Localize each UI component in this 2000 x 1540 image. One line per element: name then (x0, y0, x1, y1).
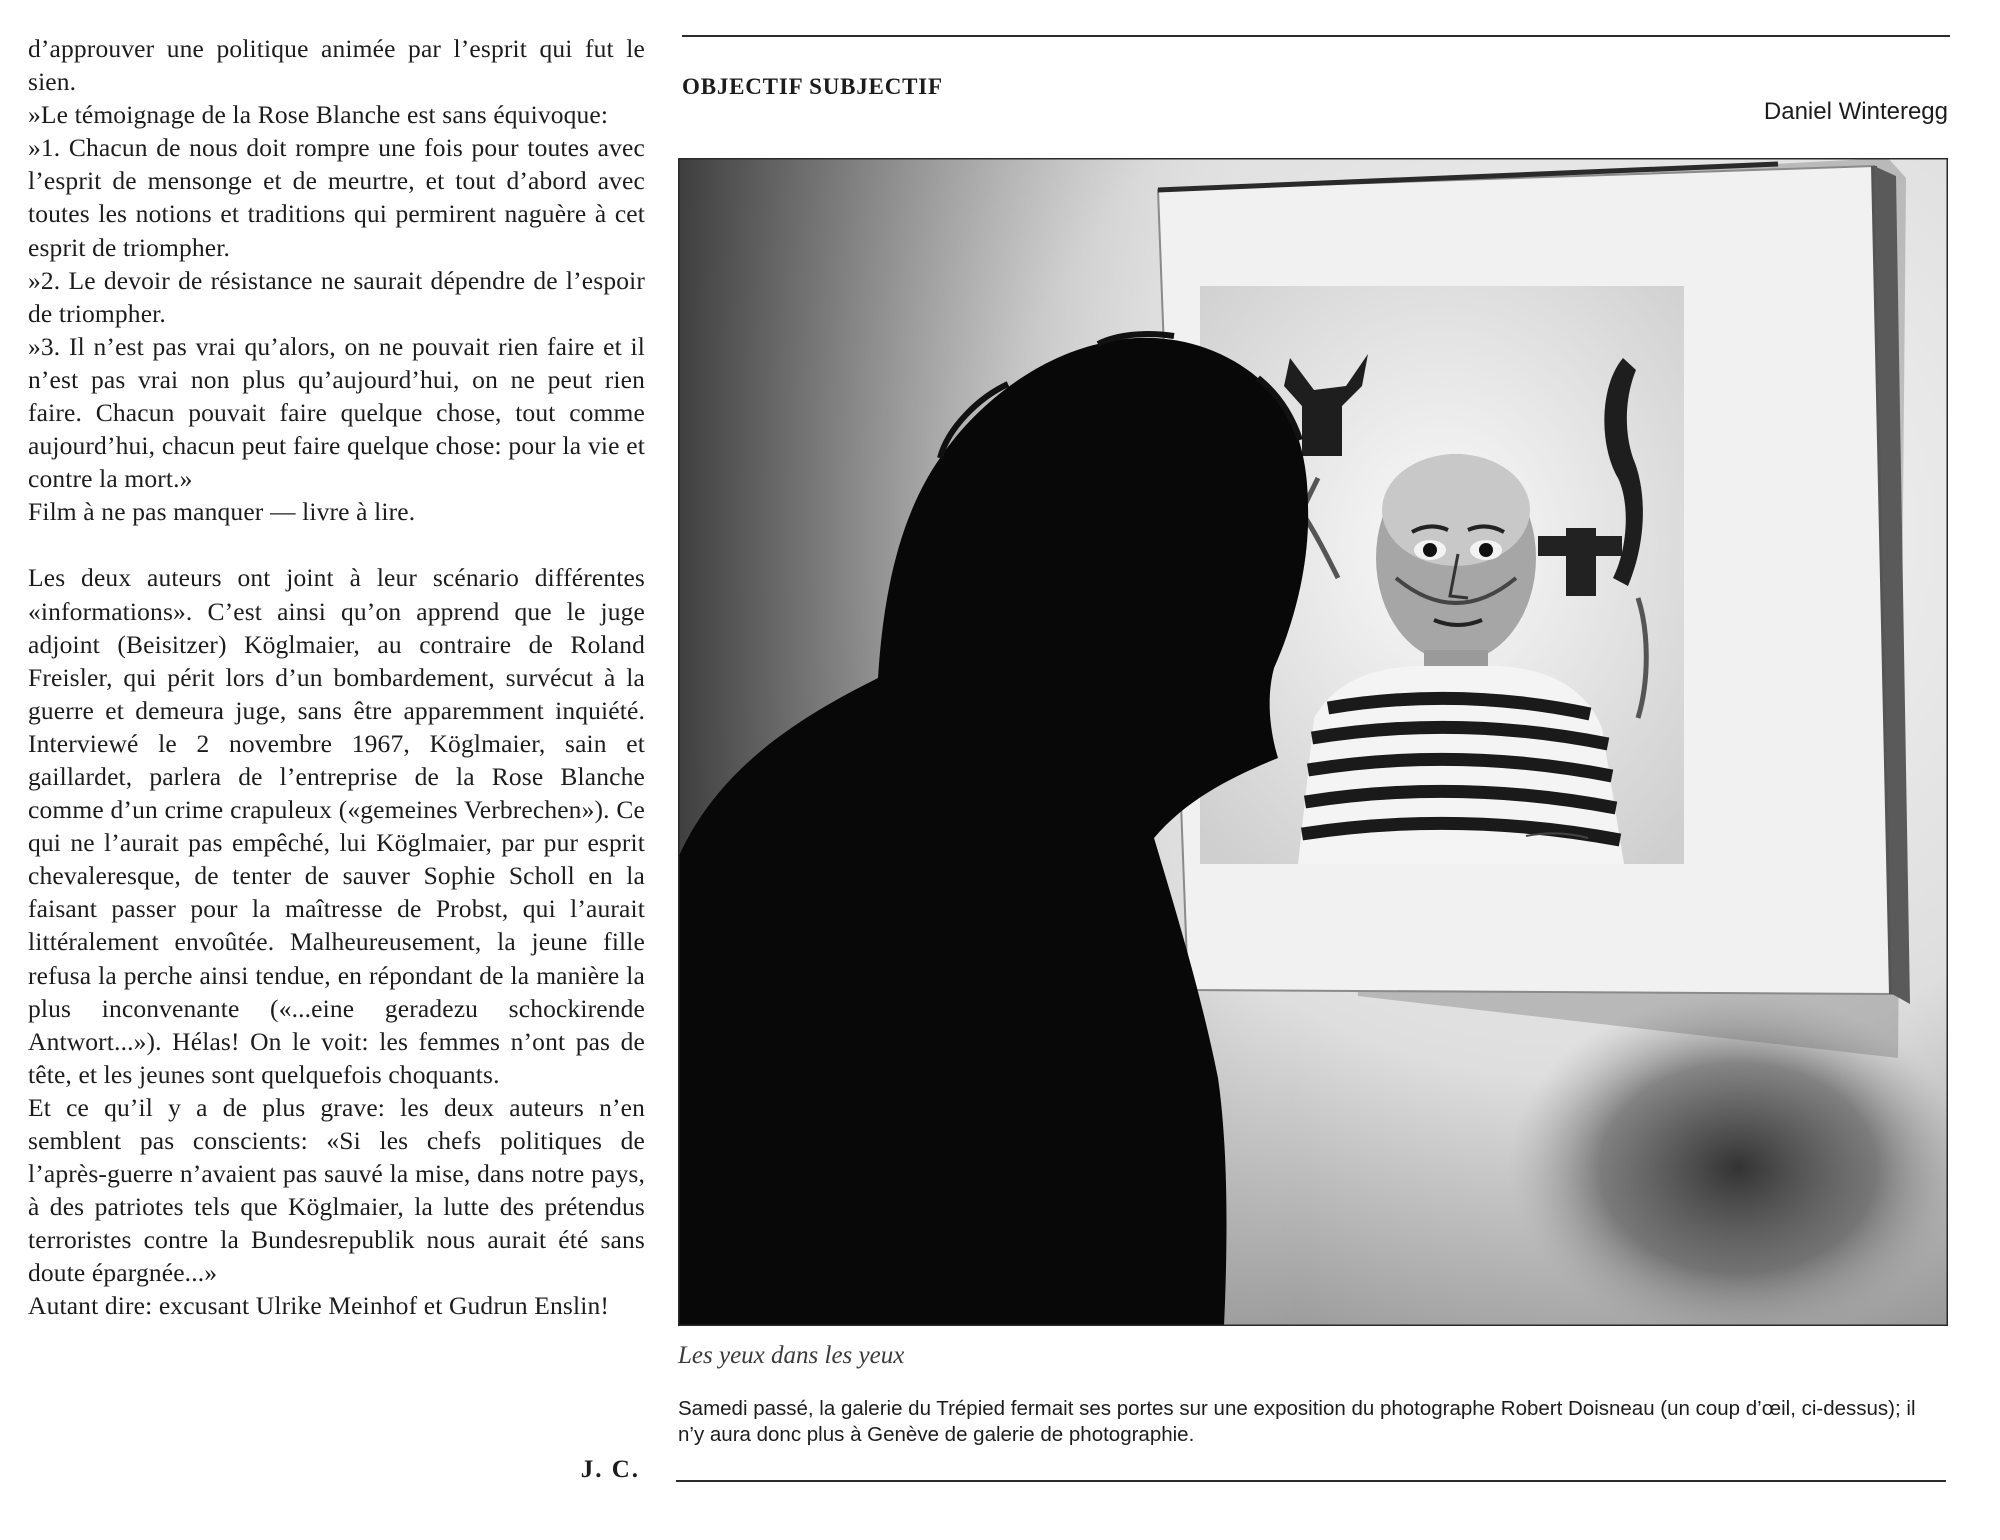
paragraph: »3. Il n’est pas vrai qu’alors, on ne pouvait rien faire et il n’est pas vrai non plus qu’aujourd’hui, on ne peut rien faire. Chacun pouvait faire quelque chose, tout comme aujourd’hui, chacun peut faire quelque chose: pour la vie et contre la mort.» (28, 331, 645, 494)
paragraph: »Le témoignage de la Rose Blanche est sans équivoque: (28, 100, 609, 130)
bottom-divider (676, 1480, 1946, 1482)
photo-caption-text: Samedi passé, la galerie du Trépied fermait ses portes sur une exposition du photographe Robert Doisneau (un coup d’œil, ci-dessus); il n’y aura donc plus à Genève de galerie de photographie. (678, 1397, 1916, 1446)
photo-illustration (678, 158, 1948, 1326)
section-title: OBJECTIF SUBJECTIF (682, 74, 943, 99)
article-photo (678, 158, 1948, 1326)
paragraph: »2. Le devoir de résistance ne saurait dépendre de l’espoir de triompher. (28, 265, 645, 328)
paragraph: »1. Chacun de nous doit rompre une fois pour toutes avec l’esprit de mensonge et de meurtre, et tout d’abord avec toutes les notions et traditions qui permirent naguère à cet esprit de triompher. (28, 133, 645, 262)
photographer-credit: Daniel Winteregg (1763, 98, 1948, 125)
paragraph: Film à ne pas manquer — livre à lire. (28, 497, 416, 527)
author-signature: J. C. (580, 1456, 640, 1483)
photo-caption-title: Les yeux dans les yeux (678, 1342, 905, 1369)
paragraph: Les deux auteurs ont joint à leur scénario différentes «informations». C’est ainsi qu’on apprend que le juge adjoint (Beisitzer) Köglmaier, au contraire de Roland Freisler, qui périt lors d’un bombardement, survécut à la guerre et demeura juge, sans être apparemment inquiété. Interviewé le 2 novembre 1967, Köglmaier, sain et gaillardet, parlera de l’entreprise de la Rose Blanche comme d’un crime crapuleux («gemeines Verbrechen»). Ce qui ne l’aurait pas empêché, lui Köglmaier, par pur esprit chevaleresque, de tenter de sauver Sophie Scholl en la faisant passer pour la maîtresse de Probst, qui l’aurait littéralement envoûtée. Malheureusement, la jeune fille refusa la perche ainsi tendue, en répondant de la manière la plus inconvenante («...eine geradezu schockirende Antwort...»). Hélas! On le voit: les femmes n’ont pas de tête, et les jeunes sont quelquefois choquants. (28, 563, 645, 1089)
paragraph: d’approuver une politique animée par l’esprit qui fut le sien. (28, 34, 645, 97)
paragraph: Autant dire: excusant Ulrike Meinhof et Gudrun Enslin! (28, 1291, 610, 1321)
paragraph: Et ce qu’il y a de plus grave: les deux auteurs n’en semblent pas conscients: «Si les chefs politiques de l’après-guerre n’avaient pas sauvé la mise, dans notre pays, à des patriotes tels que Köglmaier, la lutte des prétendus terroristes contre la Bundesrepublik nous aurait été sans doute épargnée...» (28, 1092, 645, 1288)
left-text-column (28, 32, 645, 1323)
top-divider (682, 35, 1950, 37)
